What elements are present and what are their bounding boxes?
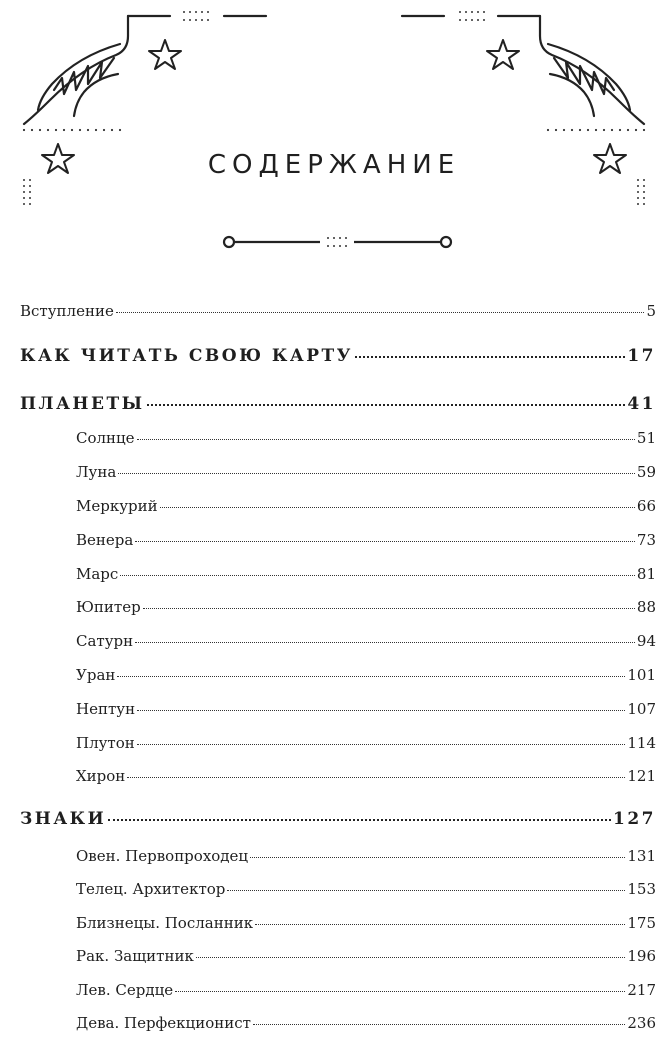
toc-entry-page: 41 bbox=[627, 394, 656, 414]
toc-entry-label: Юпитер bbox=[76, 598, 141, 616]
toc-entry-page: 196 bbox=[627, 947, 656, 965]
toc-entry[interactable] bbox=[76, 981, 656, 999]
toc-entry-page: 131 bbox=[627, 847, 656, 865]
toc-entry-label: Овен. Первопроходец bbox=[76, 847, 249, 865]
toc-entry-label: Сатурн bbox=[76, 632, 134, 650]
toc-leader-dots bbox=[250, 856, 625, 858]
toc-leader-dots bbox=[118, 472, 635, 474]
toc-entry[interactable] bbox=[76, 700, 656, 718]
toc-entry[interactable] bbox=[76, 565, 656, 583]
toc-entry-label: Плутон bbox=[76, 734, 135, 752]
toc-leader-dots bbox=[227, 889, 625, 891]
toc-leader-dots bbox=[175, 990, 625, 992]
toc-entry-page: 127 bbox=[613, 809, 656, 829]
toc-leader-dots bbox=[137, 709, 625, 711]
toc-entry-page: 217 bbox=[627, 981, 656, 999]
toc-entry[interactable] bbox=[76, 666, 656, 684]
toc-entry[interactable] bbox=[76, 429, 656, 447]
toc-entry[interactable] bbox=[76, 598, 656, 616]
toc-entry-label: Дева. Перфекционист bbox=[76, 1014, 251, 1032]
toc-entry-page: 51 bbox=[636, 429, 656, 447]
toc-entry[interactable] bbox=[76, 914, 656, 932]
toc-section-how-to-read[interactable] bbox=[20, 346, 656, 366]
toc-leader-dots bbox=[160, 506, 635, 508]
toc-entry[interactable] bbox=[76, 497, 656, 515]
toc-entry-page: 114 bbox=[627, 734, 656, 752]
toc-entry-page: 107 bbox=[627, 700, 656, 718]
page-title: СОДЕРЖАНИЕ bbox=[207, 150, 461, 180]
toc-leader-dots bbox=[137, 743, 626, 745]
toc-entry[interactable] bbox=[76, 767, 656, 785]
toc-section-label: ЗНАКИ bbox=[20, 809, 107, 829]
toc-entry-intro[interactable] bbox=[20, 302, 656, 320]
toc-entry-page: 121 bbox=[627, 767, 656, 785]
toc-entry[interactable] bbox=[76, 1014, 656, 1032]
toc-entry[interactable] bbox=[76, 880, 656, 898]
toc-leader-dots bbox=[137, 438, 635, 440]
toc-section-label: КАК ЧИТАТЬ СВОЮ КАРТУ bbox=[20, 346, 353, 366]
toc-entry-label: Луна bbox=[76, 463, 117, 481]
toc-entry-page: 94 bbox=[636, 632, 656, 650]
toc-entry-label: Уран bbox=[76, 666, 116, 684]
toc-entry-page: 73 bbox=[636, 531, 656, 549]
toc-entry-label: Телец. Архитектор bbox=[76, 880, 226, 898]
toc-leader-dots bbox=[117, 675, 625, 677]
toc-entry-page: 17 bbox=[627, 346, 656, 366]
toc-section-planets[interactable] bbox=[20, 394, 656, 414]
toc-entry[interactable] bbox=[76, 734, 656, 752]
toc-entry-page: 5 bbox=[646, 302, 656, 320]
toc-leader-dots bbox=[253, 1023, 625, 1025]
toc-entry-label: Солнце bbox=[76, 429, 135, 447]
toc-entry-label: Близнецы. Посланник bbox=[76, 914, 254, 932]
toc-leader-dots bbox=[135, 540, 635, 542]
toc-leader-dots bbox=[127, 776, 625, 778]
header-ornament bbox=[0, 0, 668, 260]
toc-leader-dots bbox=[108, 818, 611, 821]
toc-leader-dots bbox=[120, 574, 635, 576]
sun-ornament-icon bbox=[24, 16, 128, 124]
toc-leader-dots bbox=[147, 403, 626, 406]
title-divider bbox=[224, 237, 451, 247]
toc-entry-label: Венера bbox=[76, 531, 134, 549]
toc-entry-label: Нептун bbox=[76, 700, 136, 718]
toc-entry-page: 81 bbox=[636, 565, 656, 583]
toc-section-label: ПЛАНЕТЫ bbox=[20, 394, 145, 414]
toc-entry-label: Хирон bbox=[76, 767, 126, 785]
toc-entry-page: 236 bbox=[627, 1014, 656, 1032]
toc-entry-label: Вступление bbox=[20, 302, 114, 320]
toc-entry-label: Лев. Сердце bbox=[76, 981, 174, 999]
toc-entry-page: 66 bbox=[636, 497, 656, 515]
toc-entry-page: 88 bbox=[636, 598, 656, 616]
toc-leader-dots bbox=[355, 355, 625, 358]
toc-entry[interactable] bbox=[76, 531, 656, 549]
toc-entry[interactable] bbox=[76, 847, 656, 865]
toc-leader-dots bbox=[255, 923, 625, 925]
toc-entry[interactable] bbox=[76, 947, 656, 965]
toc-entry[interactable] bbox=[76, 463, 656, 481]
toc-section-signs[interactable] bbox=[20, 809, 656, 829]
toc-entry-label: Рак. Защитник bbox=[76, 947, 194, 965]
toc-leader-dots bbox=[116, 311, 645, 313]
toc-entry-label: Меркурий bbox=[76, 497, 158, 515]
toc-entry-page: 175 bbox=[627, 914, 656, 932]
toc-leader-dots bbox=[196, 956, 626, 958]
toc-leader-dots bbox=[143, 607, 635, 609]
toc-entry[interactable] bbox=[76, 632, 656, 650]
toc-leader-dots bbox=[135, 641, 635, 643]
toc-entry-page: 59 bbox=[636, 463, 656, 481]
toc-entry-page: 153 bbox=[627, 880, 656, 898]
toc-entry-label: Марс bbox=[76, 565, 119, 583]
toc-entry-page: 101 bbox=[627, 666, 656, 684]
